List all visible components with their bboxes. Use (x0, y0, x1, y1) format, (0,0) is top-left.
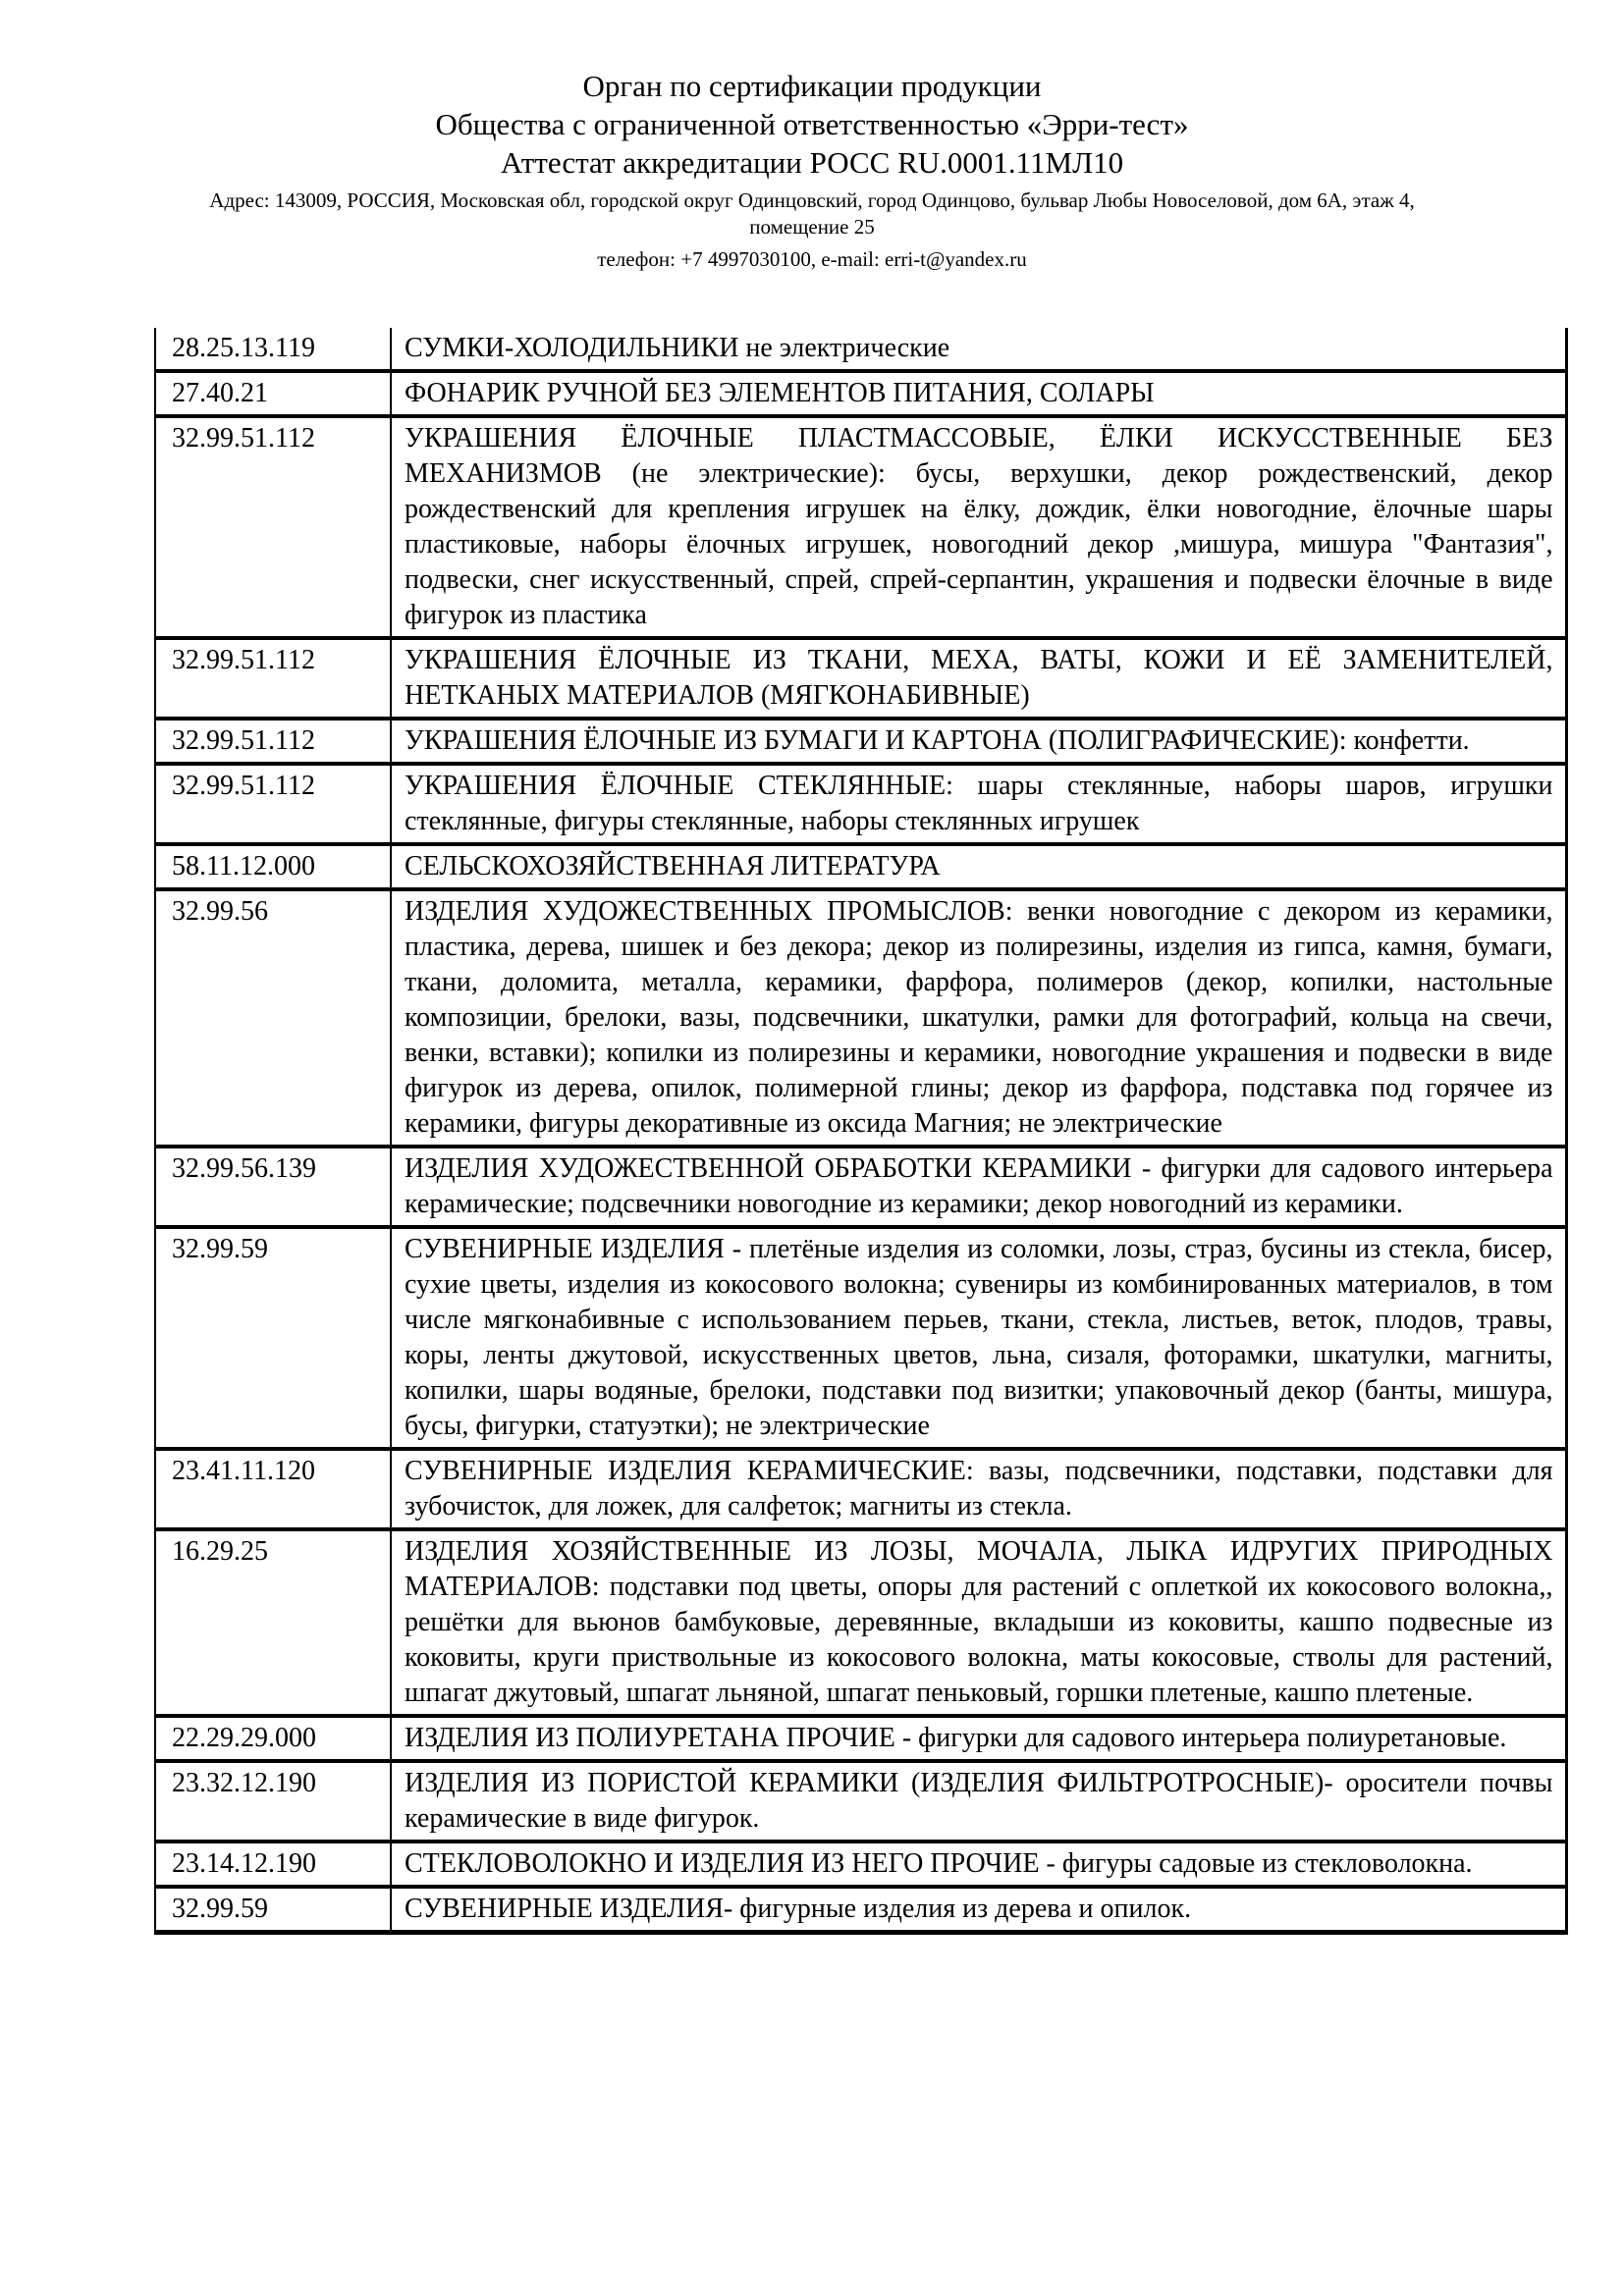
address-line-2: помещение 25 (749, 215, 875, 239)
address-line-1: Адрес: 143009, РОССИЯ, Московская обл, городской округ Одинцовский, город Одинцово, бульвар Любы Новоселовой, дом 6А, этаж 4, (209, 188, 1415, 212)
table-row (155, 1842, 1566, 1887)
product-description-cell: УКРАШЕНИЯ ЁЛОЧНЫЕ ИЗ ТКАНИ, МЕХА, ВАТЫ, КОЖИ И ЕЁ ЗАМЕНИТЕЛЕЙ, НЕТКАНЫХ МАТЕРИАЛОВ (МЯГКОНАБИВНЫЕ) (405, 645, 1553, 711)
product-description-cell: ИЗДЕЛИЯ ИЗ ПОРИСТОЙ КЕРАМИКИ (ИЗДЕЛИЯ ФИЛЬТРОТРОСНЫЕ)- оросители почвы керамические в виде фигурок. (405, 1768, 1553, 1834)
product-description-cell: УКРАШЕНИЯ ЁЛОЧНЫЕ ИЗ БУМАГИ И КАРТОНА (ПОЛИГРАФИЧЕСКИЕ): конфетти. (405, 725, 1470, 756)
product-description-cell: СУВЕНИРНЫЕ ИЗДЕЛИЯ - плетёные изделия из соломки, лозы, страз, бусины из стекла, бисер, сухие цветы, изделия из кокосового волокна; сувениры из комбинированных материалов, в том числе мягконабивные с использованием перьев, ткани, стекла, листьев, веток, плодов, травы, коры, ленты джутовой, искусственных цветов, льна, сизаля, фоторамки, шкатулки, магниты, копилки, шары водяные, брелоки, подставки под визитки; упаковочный декор (банты, мишура, бусы, фигурки, статуэтки); не электрические (405, 1234, 1553, 1441)
product-code-cell: 32.99.51.112 (155, 416, 391, 638)
product-code-cell: 32.99.59 (155, 1227, 391, 1449)
table-row (155, 328, 1566, 371)
product-code-cell: 27.40.21 (155, 371, 391, 416)
product-description-cell: ФОНАРИК РУЧНОЙ БЕЗ ЭЛЕМЕНТОВ ПИТАНИЯ, СОЛАРЫ (405, 378, 1155, 408)
product-table-body (155, 328, 1566, 1933)
table-row (155, 1449, 1566, 1529)
address-block (0, 187, 1624, 240)
product-code-cell: 22.29.29.000 (155, 1716, 391, 1761)
table-row (155, 638, 1566, 719)
table-row (155, 416, 1566, 638)
product-description-cell: УКРАШЕНИЯ ЁЛОЧНЫЕ СТЕКЛЯННЫЕ: шары стеклянные, наборы шаров, игрушки стеклянные, фигуры стеклянные, наборы стеклянных игрушек (405, 771, 1553, 836)
table-row (155, 371, 1566, 416)
product-code-cell: 23.32.12.190 (155, 1761, 391, 1842)
product-code-cell: 23.41.11.120 (155, 1449, 391, 1529)
product-code-table (154, 328, 1568, 1935)
product-code-cell: 32.99.51.112 (155, 764, 391, 844)
table-row (155, 844, 1566, 889)
table-row (155, 1529, 1566, 1716)
table-row (155, 719, 1566, 764)
product-code-cell: 32.99.51.112 (155, 638, 391, 719)
product-description-cell: ИЗДЕЛИЯ ХУДОЖЕСТВЕННЫХ ПРОМЫСЛОВ: венки новогодние с декором из керамики, пластика, дерева, шишек и без декора; декор из полирезины, изделия из гипса, камня, бумаги, ткани, доломита, металла, керамики, фарфора, полимеров (декор, копилки, настольные композиции, брелоки, вазы, подсвечники, шкатулки, рамки для фотографий, кольца на свечи, венки, вставки); копилки из полирезины и керамики, новогодние украшения и подвески в виде фигурок из дерева, опилок, полимерной глины; декор из фарфора, подставка под горячее из керамики, фигуры декоративные из оксида Магния; не электрические (405, 896, 1553, 1139)
product-code-cell: 58.11.12.000 (155, 844, 391, 889)
product-description-cell: СТЕКЛОВОЛОКНО И ИЗДЕЛИЯ ИЗ НЕГО ПРОЧИЕ - фигуры садовые из стекловолокна. (405, 1848, 1473, 1879)
org-name-title: Общества с ограниченной ответственностью «Эрри-тест» (435, 107, 1189, 141)
contact-line: телефон: +7 4997030100, e-mail: erri-t@yandex.ru (597, 247, 1027, 271)
table-row (155, 1761, 1566, 1842)
accreditation-line: Аттестат аккредитации РОСС RU.0001.11МЛ10 (500, 145, 1124, 180)
table-row (155, 1227, 1566, 1449)
product-code-cell: 32.99.59 (155, 1887, 391, 1933)
product-code-cell: 32.99.51.112 (155, 719, 391, 764)
table-row (155, 1887, 1566, 1933)
org-type-title: Орган по сертификации продукции (582, 69, 1042, 103)
product-description-cell: СУВЕНИРНЫЕ ИЗДЕЛИЯ КЕРАМИЧЕСКИЕ: вазы, подсвечники, подставки, подставки для зубочисток, для ложек, для салфеток; магниты из стекла. (405, 1456, 1553, 1522)
product-code-cell: 28.25.13.119 (155, 328, 391, 371)
product-description-cell: ИЗДЕЛИЯ ХОЗЯЙСТВЕННЫЕ ИЗ ЛОЗЫ, МОЧАЛА, ЛЫКА ИДРУГИХ ПРИРОДНЫХ МАТЕРИАЛОВ: подставки под цветы, опоры для растений с оплеткой их кокосового волокна,, решётки для вьюнов бамбуковые, деревянные, вкладыши из коковиты, кашпо подвесные из коковиты, круги приствольные из кокосового волокна, маты кокосовые, стволы для растений, шпагат джутовый, шпагат льняной, шпагат пеньковый, горшки плетеные, кашпо плетеные. (405, 1536, 1553, 1708)
table-row (155, 889, 1566, 1147)
product-code-cell: 32.99.56.139 (155, 1147, 391, 1227)
product-description-cell: УКРАШЕНИЯ ЁЛОЧНЫЕ ПЛАСТМАССОВЫЕ, ЁЛКИ ИСКУССТВЕННЫЕ БЕЗ МЕХАНИЗМОВ (не электрические): бусы, верхушки, декор рождественский, декор рождественский для крепления игрушек на ёлку, дождик, ёлки новогодние, ёлочные шары пластиковые, наборы ёлочных игрушек, новогодний декор ,мишура, мишура "Фантазия", подвески, снег искусственный, спрей, спрей-серпантин, украшения и подвески ёлочные в виде фигурок из пластика (405, 423, 1553, 630)
product-description-cell: ИЗДЕЛИЯ ХУДОЖЕСТВЕННОЙ ОБРАБОТКИ КЕРАМИКИ - фигурки для садового интерьера керамические; подсвечники новогодние из керамики; декор новогодний из керамики. (405, 1153, 1553, 1219)
product-description-cell: СУВЕНИРНЫЕ ИЗДЕЛИЯ- фигурные изделия из дерева и опилок. (405, 1894, 1192, 1924)
product-code-cell: 16.29.25 (155, 1529, 391, 1716)
product-description-cell: СУМКИ-ХОЛОДИЛЬНИКИ не электрические (405, 333, 950, 363)
table-row (155, 764, 1566, 844)
document-header (0, 0, 1624, 273)
product-description-cell: СЕЛЬСКОХОЗЯЙСТВЕННАЯ ЛИТЕРАТУРА (405, 851, 941, 881)
table-row (155, 1716, 1566, 1761)
product-code-cell: 23.14.12.190 (155, 1842, 391, 1887)
table-row (155, 1147, 1566, 1227)
product-description-cell: ИЗДЕЛИЯ ИЗ ПОЛИУРЕТАНА ПРОЧИЕ - фигурки для садового интерьера полиуретановые. (405, 1723, 1507, 1753)
product-code-cell: 32.99.56 (155, 889, 391, 1147)
